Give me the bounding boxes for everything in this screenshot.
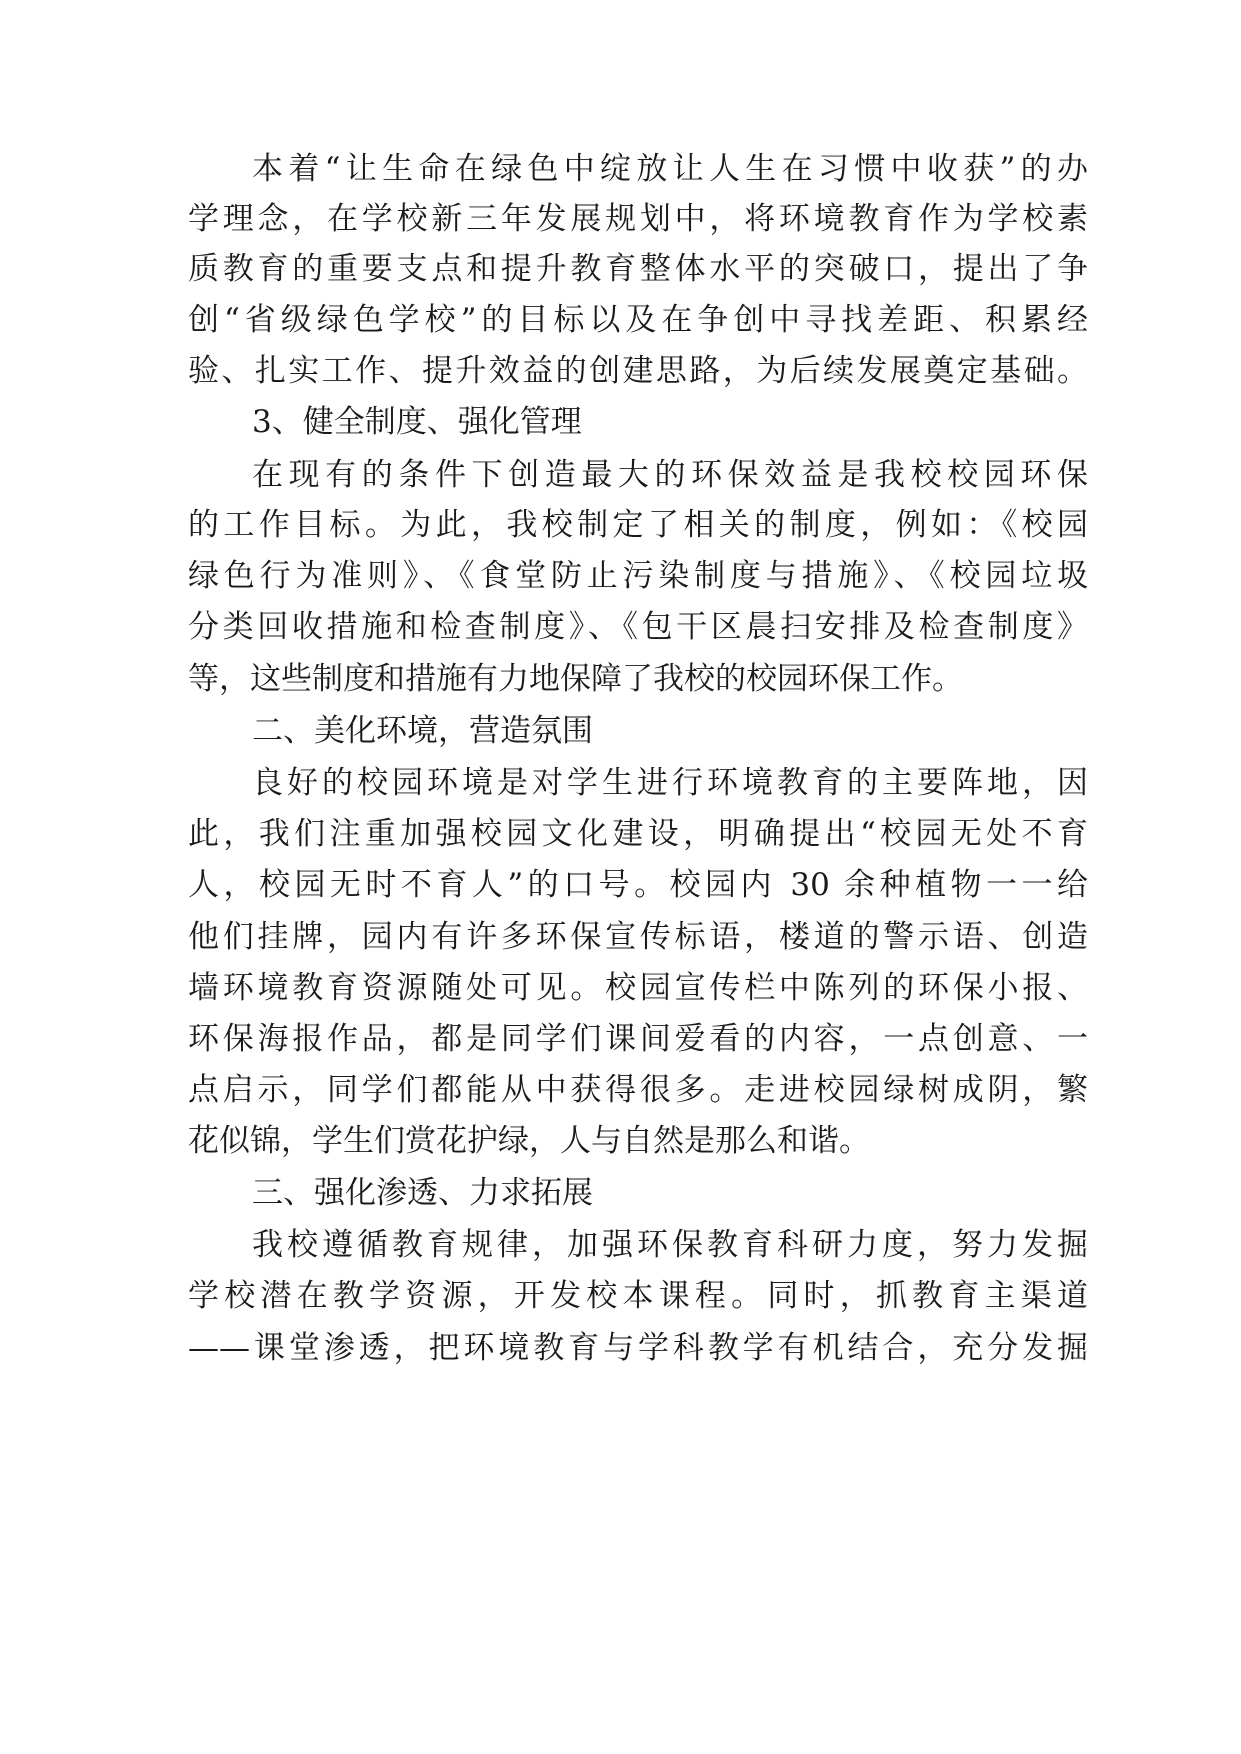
- paragraph-line: 我校遵循教育规律，加强环保教育科研力度，努力发掘: [252, 1227, 1088, 1263]
- paragraph-line: 验、扎实工作、提升效益的创建思路，为后续发展奠定基础。: [188, 353, 1088, 389]
- paragraph-line: 创“省级绿色学校”的目标以及在争创中寻找差距、积累经: [188, 302, 1088, 338]
- paragraph-line: 此，我们注重加强校园文化建设，明确提出“校园无处不育: [188, 816, 1088, 852]
- paragraph-line: 花似锦，学生们赏花护绿，人与自然是那么和谐。: [188, 1123, 870, 1159]
- paragraph-line: 环保海报作品，都是同学们课间爱看的内容，一点创意、一: [188, 1021, 1088, 1057]
- paragraph-line: 绿色行为准则》、《食堂防止污染制度与措施》、《校园垃圾: [188, 558, 1088, 594]
- paragraph-line: ——课堂渗透，把环境教育与学科教学有机结合，充分发掘: [188, 1330, 1088, 1366]
- paragraph-line: 分类回收措施和检查制度》、《包干区晨扫安排及检查制度》: [188, 609, 1088, 645]
- paragraph-line: 学理念，在学校新三年发展规划中，将环境教育作为学校素: [188, 201, 1088, 237]
- paragraph-line: 质教育的重要支点和提升教育整体水平的突破口，提出了争: [188, 251, 1088, 287]
- paragraph-line: 人，校园无时不育人”的口号。校园内 30 余种植物一一给: [188, 867, 1088, 903]
- paragraph-line: 点启示，同学们都能从中获得很多。走进校园绿树成阴，繁: [188, 1072, 1088, 1108]
- paragraph-line: 学校潜在教学资源，开发校本课程。同时，抓教育主渠道: [188, 1278, 1088, 1314]
- section-heading: 二、美化环境，营造氛围: [252, 713, 593, 749]
- paragraph-line: 他们挂牌，园内有许多环保宣传标语，楼道的警示语、创造: [188, 919, 1088, 955]
- paragraph-line: 等，这些制度和措施有力地保障了我校的校园环保工作。: [188, 661, 963, 697]
- paragraph-line: 在现有的条件下创造最大的环保效益是我校校园环保: [252, 457, 1088, 493]
- paragraph-line: 的工作目标。为此，我校制定了相关的制度，例如：《校园: [188, 507, 1088, 543]
- section-heading: 3、健全制度、强化管理: [252, 404, 582, 440]
- paragraph-line: 墙环境教育资源随处可见。校园宣传栏中陈列的环保小报、: [188, 970, 1088, 1006]
- section-heading: 三、强化渗透、力求拓展: [252, 1175, 593, 1211]
- paragraph-line: 良好的校园环境是对学生进行环境教育的主要阵地，因: [252, 765, 1088, 801]
- paragraph-line: 本着“让生命在绿色中绽放让人生在习惯中收获”的办: [252, 151, 1088, 187]
